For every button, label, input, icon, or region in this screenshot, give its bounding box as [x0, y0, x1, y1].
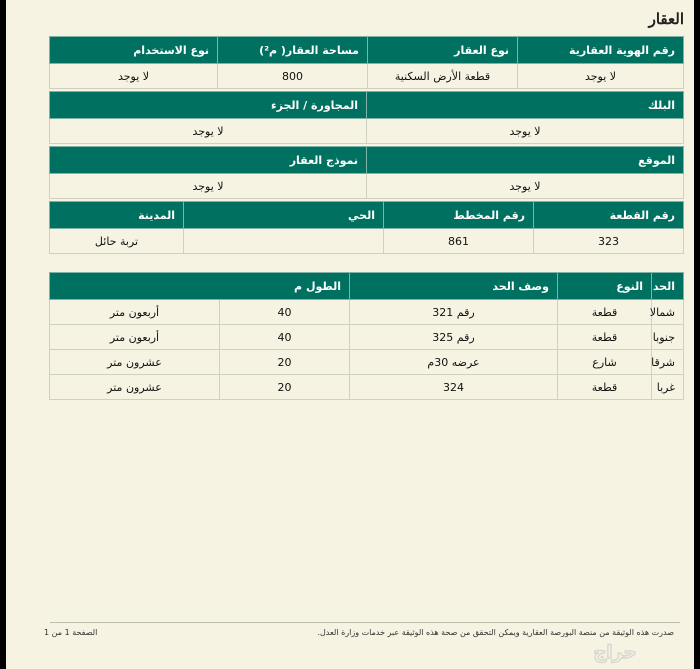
- table-header-row: [49, 273, 683, 300]
- cell-side: شمالا: [652, 300, 684, 325]
- plot-table: [49, 201, 684, 254]
- cell-side: جنوبا: [652, 325, 684, 350]
- cell-location: لا يوجد: [367, 174, 684, 199]
- table-row: [49, 350, 683, 375]
- cell-block: لا يوجد: [367, 119, 684, 144]
- cell-description: 324: [350, 375, 558, 400]
- cell-type: قطعة: [558, 325, 652, 350]
- table-row: [50, 64, 684, 89]
- cell-description: رقم 321: [350, 300, 558, 325]
- cell-property-model: لا يوجد: [50, 174, 367, 199]
- header-property-id: رقم الهوية العقارية: [518, 37, 684, 64]
- svg-text:حراج: حراج: [593, 642, 637, 663]
- cell-length: 20: [220, 375, 350, 400]
- cell-description: رقم 325: [350, 325, 558, 350]
- cell-side: غربا: [652, 375, 684, 400]
- header-location: الموقع: [367, 147, 684, 174]
- table-row: [49, 300, 683, 325]
- header-usage-type: نوع الاستخدام: [50, 37, 218, 64]
- cell-length: 20: [220, 350, 350, 375]
- cell-length: 40: [220, 325, 350, 350]
- borders-table: [49, 272, 684, 400]
- cell-neighborhood-part: لا يوجد: [50, 119, 367, 144]
- table-header-row: [50, 37, 684, 64]
- table-header-row: [50, 202, 684, 229]
- document-page: [6, 0, 694, 669]
- header-boundary-type: النوع: [558, 273, 652, 300]
- cell-type: شارع: [558, 350, 652, 375]
- header-plan-number: رقم المخطط: [384, 202, 534, 229]
- header-property-type: نوع العقار: [368, 37, 518, 64]
- header-block: البلك: [367, 92, 684, 119]
- header-neighborhood-part: المجاورة / الجزء: [50, 92, 367, 119]
- page-number: الصفحة 1 من 1: [44, 628, 98, 637]
- cell-usage-type: لا يوجد: [50, 64, 218, 89]
- header-district: الحي: [184, 202, 384, 229]
- cell-plot-number: 323: [534, 229, 684, 254]
- cell-property-area: 800: [218, 64, 368, 89]
- table-header-row: [50, 92, 684, 119]
- cell-district: [184, 229, 384, 254]
- watermark-logo: [580, 638, 650, 664]
- cell-plan-number: 861: [384, 229, 534, 254]
- table-header-row: [50, 147, 684, 174]
- table-row: [50, 174, 684, 199]
- table-row: [50, 229, 684, 254]
- cell-length-text: عشرون متر: [49, 350, 219, 375]
- header-property-model: نموذج العقار: [50, 147, 367, 174]
- table-row: [49, 325, 683, 350]
- cell-length: 40: [220, 300, 350, 325]
- block-table: [49, 91, 684, 144]
- cell-property-type: قطعة الأرض السكنية: [368, 64, 518, 89]
- cell-type: قطعة: [558, 300, 652, 325]
- header-property-area: مساحة العقار( م²): [218, 37, 368, 64]
- header-length: الطول م: [49, 273, 349, 300]
- cell-description: عرضه 30م: [350, 350, 558, 375]
- cell-property-id: لا يوجد: [518, 64, 684, 89]
- property-table: [49, 36, 684, 89]
- cell-length-text: أربعون متر: [49, 300, 219, 325]
- footer-note: صدرت هذه الوثيقة من منصة البورصة العقارية ويمكن التحقق من صحة هذه الوثيقة عبر خدمات وزارة العدل.: [317, 628, 674, 637]
- header-plot-number: رقم القطعة: [534, 202, 684, 229]
- table-row: [49, 375, 683, 400]
- location-table: [49, 146, 684, 199]
- cell-city: تربة حائل: [50, 229, 184, 254]
- cell-length-text: أربعون متر: [49, 325, 219, 350]
- header-city: المدينة: [50, 202, 184, 229]
- section-title: العقار: [648, 10, 684, 28]
- header-boundary-description: وصف الحد: [350, 273, 558, 300]
- cell-length-text: عشرون متر: [49, 375, 219, 400]
- table-row: [50, 119, 684, 144]
- cell-side: شرقا: [652, 350, 684, 375]
- cell-type: قطعة: [558, 375, 652, 400]
- header-boundary: الحد: [652, 273, 684, 300]
- footer-divider: [50, 622, 680, 623]
